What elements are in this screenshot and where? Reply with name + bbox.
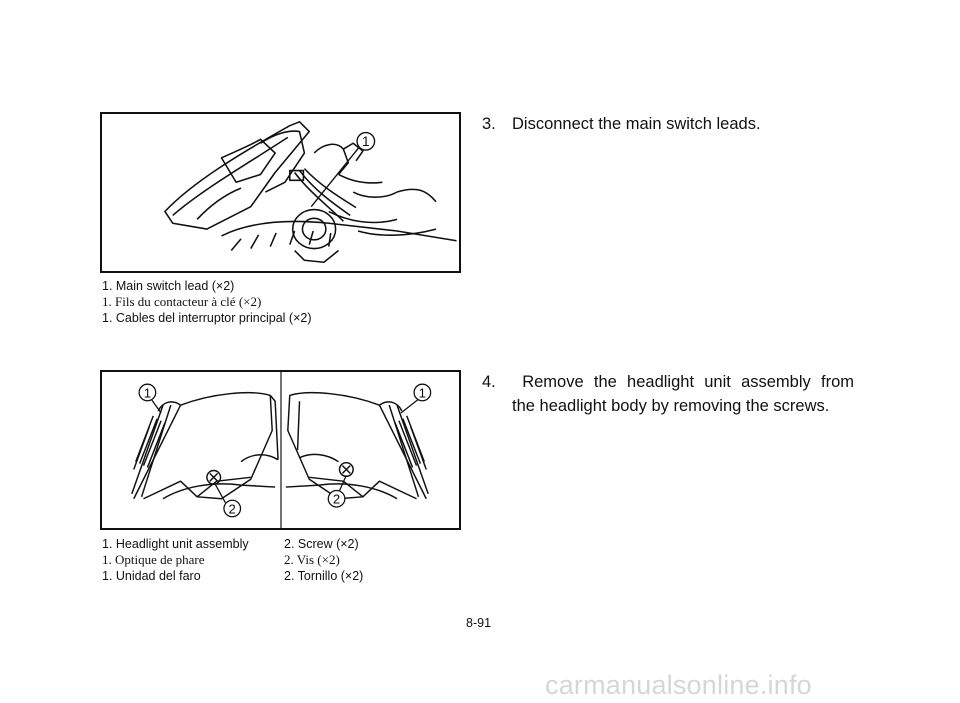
callout-1-right: 1 <box>418 385 427 401</box>
step-4-word: headlight <box>627 373 695 391</box>
callout-1: 1 <box>362 134 370 150</box>
caption-col2 <box>284 536 363 584</box>
step-3-number: 3. <box>482 115 496 133</box>
callout-2-right: 2 <box>332 491 341 507</box>
figure1-caption <box>102 278 311 326</box>
step-4 <box>482 370 854 418</box>
page-number: 8-91 <box>466 616 492 630</box>
step-4-number: 4. <box>482 373 496 391</box>
caption-es-1: 1. Unidad del faro <box>102 569 201 583</box>
caption-en-1: 1. Headlight unit assembly <box>102 537 249 551</box>
caption-en-2: 2. Screw (×2) <box>284 537 359 551</box>
main-switch-illustration <box>102 114 459 271</box>
step-4-word: assembly <box>741 373 811 391</box>
step-4-word: unit <box>704 373 731 391</box>
step-3-text: Disconnect the main switch leads. <box>512 115 761 133</box>
step-4-word: from <box>821 373 854 391</box>
caption-fr-1: 1. Optique de phare <box>102 552 205 567</box>
caption-fr-2: 2. Vis (×2) <box>284 552 340 567</box>
caption-es: 1. Cables del interruptor principal (×2) <box>102 311 312 325</box>
figure2-caption <box>102 536 402 586</box>
step-4-text-line2: the headlight body by removing the screws. <box>512 397 830 415</box>
figure-headlight-unit <box>100 370 461 530</box>
step-4-word: Remove <box>522 373 584 391</box>
figure-main-switch-lead <box>100 112 461 273</box>
caption-en: 1. Main switch lead (×2) <box>102 279 235 293</box>
caption-es-2: 2. Tornillo (×2) <box>284 569 364 583</box>
watermark: carmanualsonline.info <box>545 670 812 700</box>
headlight-illustration <box>102 372 459 528</box>
callout-2-left: 2 <box>228 501 236 517</box>
caption-fr: 1. Fils du contacteur à clé (×2) <box>102 294 262 309</box>
step-4-word: the <box>593 373 617 391</box>
step-3 <box>482 112 761 136</box>
callout-1-left: 1 <box>143 385 152 401</box>
